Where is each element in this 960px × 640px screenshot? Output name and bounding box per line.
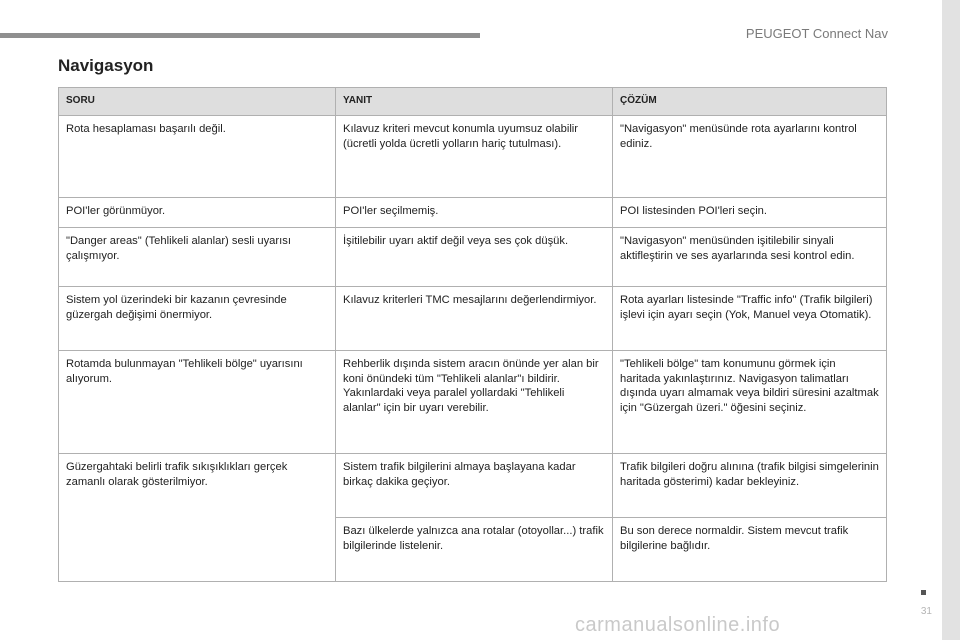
page-marker-square bbox=[921, 590, 926, 595]
solution-cell: POI listesinden POI'leri seçin. bbox=[613, 198, 887, 228]
table-row bbox=[59, 228, 887, 287]
answer-cell: Kılavuz kriterleri TMC mesajlarını değerlendirmiyor. bbox=[336, 287, 613, 351]
question-cell: Sistem yol üzerindeki bir kazanın çevresinde güzergah değişimi önermiyor. bbox=[59, 287, 336, 351]
question-cell: "Danger areas" (Tehlikeli alanlar) sesli uyarısı çalışmıyor. bbox=[59, 228, 336, 287]
table-row bbox=[59, 198, 887, 228]
page-edge-strip bbox=[942, 0, 960, 640]
header-question: SORU bbox=[59, 88, 336, 116]
question-cell: Güzergahtaki belirli trafik sıkışıklıkları gerçek zamanlı olarak gösterilmiyor. bbox=[59, 454, 336, 582]
question-cell: Rota hesaplaması başarılı değil. bbox=[59, 116, 336, 198]
table-row bbox=[59, 351, 887, 454]
table-row bbox=[59, 116, 887, 198]
header-answer: YANIT bbox=[336, 88, 613, 116]
watermark: carmanualsonline.info bbox=[575, 614, 781, 636]
answer-cell: POI'ler seçilmemiş. bbox=[336, 198, 613, 228]
solution-cell: Rota ayarları listesinde "Traffic info" (Trafik bilgileri) işlevi için ayarı seçin (Yok, Manuel veya Otomatik). bbox=[613, 287, 887, 351]
solution-cell: "Navigasyon" menüsünden işitilebilir sinyali aktifleştirin ve ses ayarlarında sesi kontrol edin. bbox=[613, 228, 887, 287]
page-number: 31 bbox=[920, 606, 932, 617]
solution-cell: "Tehlikeli bölge" tam konumunu görmek için haritada yakınlaştırınız. Navigasyon talimatları dışında uyarı almamak veya bildiri süresini azaltmak için "Güzergah üzeri." öğesini seçiniz. bbox=[613, 351, 887, 454]
solution-cell: "Navigasyon" menüsünde rota ayarlarını kontrol ediniz. bbox=[613, 116, 887, 198]
table-header-row bbox=[59, 88, 887, 116]
header-solution: ÇÖZÜM bbox=[613, 88, 887, 116]
question-cell: Rotamda bulunmayan "Tehlikeli bölge" uyarısını alıyorum. bbox=[59, 351, 336, 454]
manual-title: PEUGEOT Connect Nav bbox=[745, 26, 888, 41]
answer-cell: Kılavuz kriteri mevcut konumla uyumsuz olabilir (ücretli yolda ücretli yolların hariç tutulması). bbox=[336, 116, 613, 198]
table-row bbox=[59, 287, 887, 351]
answer-cell: Sistem trafik bilgilerini almaya başlayana kadar birkaç dakika geçiyor. bbox=[336, 454, 613, 518]
answer-cell: Rehberlik dışında sistem aracın önünde yer alan bir koni önündeki tüm "Tehlikeli alanlar"ı bildirir. Yakınlardaki veya paralel yollardaki "Tehlikeli alanlar" için bir uyarı verebilir. bbox=[336, 351, 613, 454]
answer-cell: Bazı ülkelerde yalnızca ana rotalar (otoyollar...) trafik bilgilerinde listelenir. bbox=[336, 518, 613, 582]
section-title: Navigasyon bbox=[58, 56, 154, 75]
solution-cell: Trafik bilgileri doğru alınına (trafik bilgisi simgelerinin haritada gösterimi) kadar bekleyiniz. bbox=[613, 454, 887, 518]
question-cell: POI'ler görünmüyor. bbox=[59, 198, 336, 228]
solution-cell: Bu son derece normaldir. Sistem mevcut trafik bilgilerine bağlıdır. bbox=[613, 518, 887, 582]
table-row bbox=[59, 454, 887, 518]
header-rule bbox=[0, 33, 480, 38]
troubleshooting-table bbox=[58, 87, 887, 582]
answer-cell: İşitilebilir uyarı aktif değil veya ses çok düşük. bbox=[336, 228, 613, 287]
